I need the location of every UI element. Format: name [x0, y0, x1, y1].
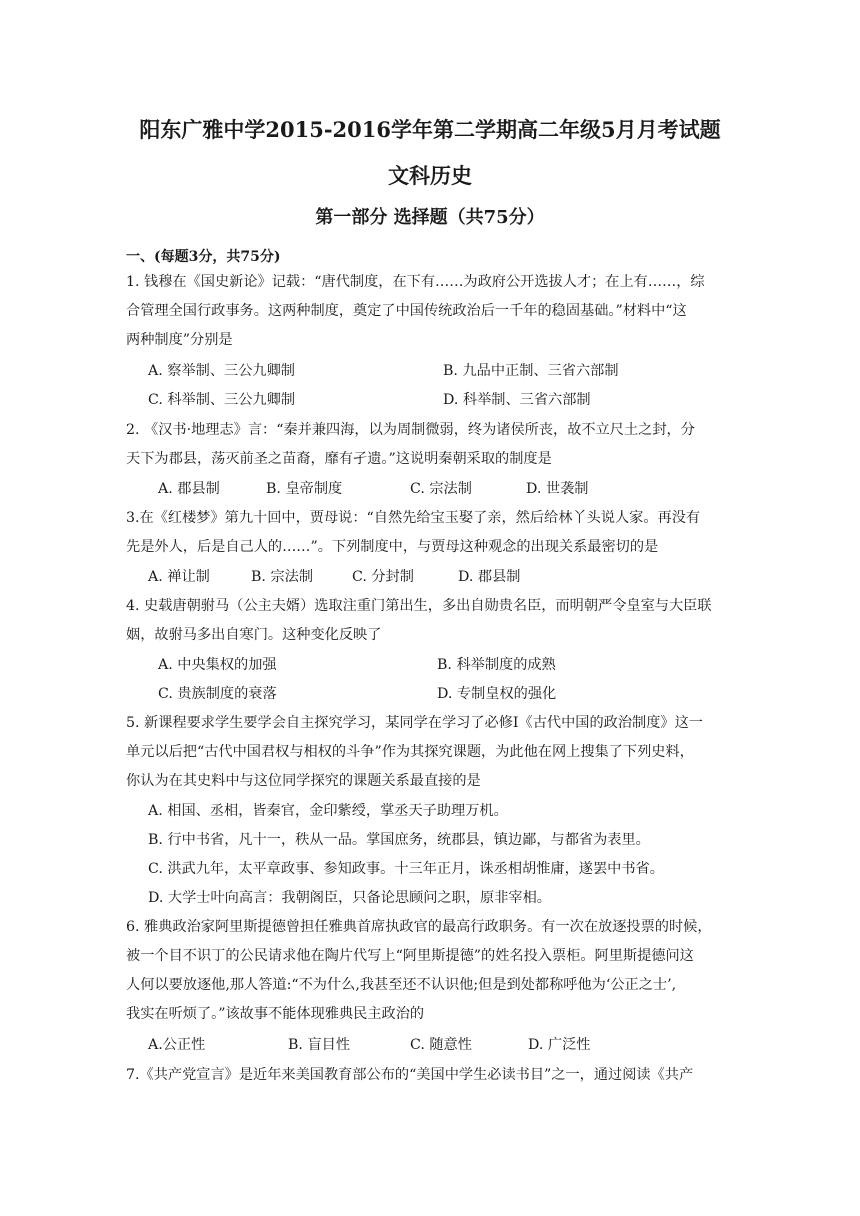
q2-line-1: 2. 《汉书·地理志》言：“秦并兼四海，以为周制微弱，终为诸侯所丧，故不立尺土之封，分	[126, 422, 695, 438]
q6-option-d: D. 广泛性	[528, 1037, 591, 1053]
q3-line-1: 3.在《红楼梦》第九十回中，贾母说：“自然先给宝玉娶了亲，然后给林丫头说人家。再没有	[126, 510, 701, 526]
q4-option-a: A. 中央集权的加强	[158, 657, 277, 673]
q3-line-2: 先是外人，后是自己人的……”。下列制度中，与贾母这种观念的出现关系最密切的是	[126, 539, 659, 555]
q1-option-b: B. 九品中正制、三省六部制	[443, 363, 619, 379]
q2-line-2: 天下为郡县，荡灭前圣之苗裔，靡有孑遗。”这说明秦朝采取的制度是	[126, 451, 552, 467]
q1-option-d: D. 科举制、三省六部制	[443, 392, 591, 408]
exam-title: 阳东广雅中学2015-2016学年第二学期高二年级5月月考试题	[139, 117, 721, 142]
q4-option-c: C. 贵族制度的衰落	[158, 686, 277, 702]
q3-option-b: B. 宗法制	[251, 569, 314, 585]
q4-option-b: B. 科举制度的成熟	[437, 657, 556, 673]
q5-line-1: 5. 新课程要求学生要学会自主探究学习，某同学在学习了必修Ⅰ《古代中国的政治制度》这一	[126, 715, 703, 731]
q6-option-a: A.公正性	[148, 1037, 206, 1053]
q2-option-d: D. 世袭制	[526, 481, 589, 497]
section-heading: 一、(每题3分，共75分)	[126, 249, 281, 265]
q2-option-b: B. 皇帝制度	[266, 481, 343, 497]
q1-option-c: C. 科举制、三公九卿制	[148, 392, 296, 408]
q5-option-a: A. 相国、丞相，皆秦官，金印紫绶，掌丞天子助理万机。	[148, 803, 508, 819]
q1-line-2: 合管理全国行政事务。这两种制度，奠定了中国传统政治后一千年的稳固基础。”材料中“这	[126, 303, 687, 319]
q1-option-a: A. 察举制、三公九卿制	[148, 363, 295, 379]
q6-line-3: 人何以要放逐他,那人答道:“不为什么,我甚至还不认识他;但是到处都称呼他为‘公正之士’,	[126, 977, 677, 993]
q4-line-1: 4. 史载唐朝驸马（公主夫婿）选取注重门第出生，多出自勋贵名臣，而明朝严令皇室与大臣联	[126, 598, 712, 614]
part-title: 第一部分 选择题（共75分）	[315, 207, 545, 228]
q2-option-c: C. 宗法制	[410, 481, 472, 497]
q6-option-b: B. 盲目性	[288, 1037, 351, 1053]
q1-line-1: 1. 钱穆在《国史新论》记载：“唐代制度，在下有……为政府公开选拔人才；在上有……，综	[126, 274, 705, 290]
q1-line-3: 两种制度”分别是	[126, 332, 233, 348]
q5-line-3: 你认为在其史料中与这位同学探究的课题关系最直接的是	[126, 773, 481, 789]
q6-option-c: C. 随意性	[410, 1037, 472, 1053]
q7-line-1: 7.《共产党宣言》是近年来美国教育部公布的“美国中学生必读书目”之一，通过阅读《共产	[126, 1067, 694, 1083]
q3-option-d: D. 郡县制	[458, 569, 521, 585]
q6-line-4: 我实在听烦了。”该故事不能体现雅典民主政治的	[126, 1006, 425, 1022]
q6-line-1: 6. 雅典政治家阿里斯提德曾担任雅典首席执政官的最高行政职务。有一次在放逐投票的时候，	[126, 919, 712, 935]
q6-line-2: 被一个目不识丁的公民请求他在陶片代写上“阿里斯提德”的姓名投入票柜。阿里斯提德问这	[126, 948, 694, 964]
q5-line-2: 单元以后把“古代中国君权与相权的斗争”作为其探究课题，为此他在网上搜集了下列史料，	[126, 744, 694, 760]
q3-option-a: A. 禅让制	[148, 569, 210, 585]
q4-option-d: D. 专制皇权的强化	[437, 686, 557, 702]
q3-option-c: C. 分封制	[352, 569, 414, 585]
q4-line-2: 姻，故驸马多出自寒门。这种变化反映了	[126, 627, 382, 643]
q5-option-d: D. 大学士叶向高言：我朝阁臣，只备论思顾问之职，原非宰相。	[148, 890, 551, 906]
subject-title: 文科历史	[388, 163, 472, 188]
q5-option-b: B. 行中书省，凡十一，秩从一品。掌国庶务，统郡县，镇边鄙，与都省为表里。	[148, 832, 650, 848]
q2-option-a: A. 郡县制	[158, 481, 220, 497]
q5-option-c: C. 洪武九年，太平章政事、参知政事。十三年正月，诛丞相胡惟庸，遂罢中书省。	[148, 861, 664, 877]
